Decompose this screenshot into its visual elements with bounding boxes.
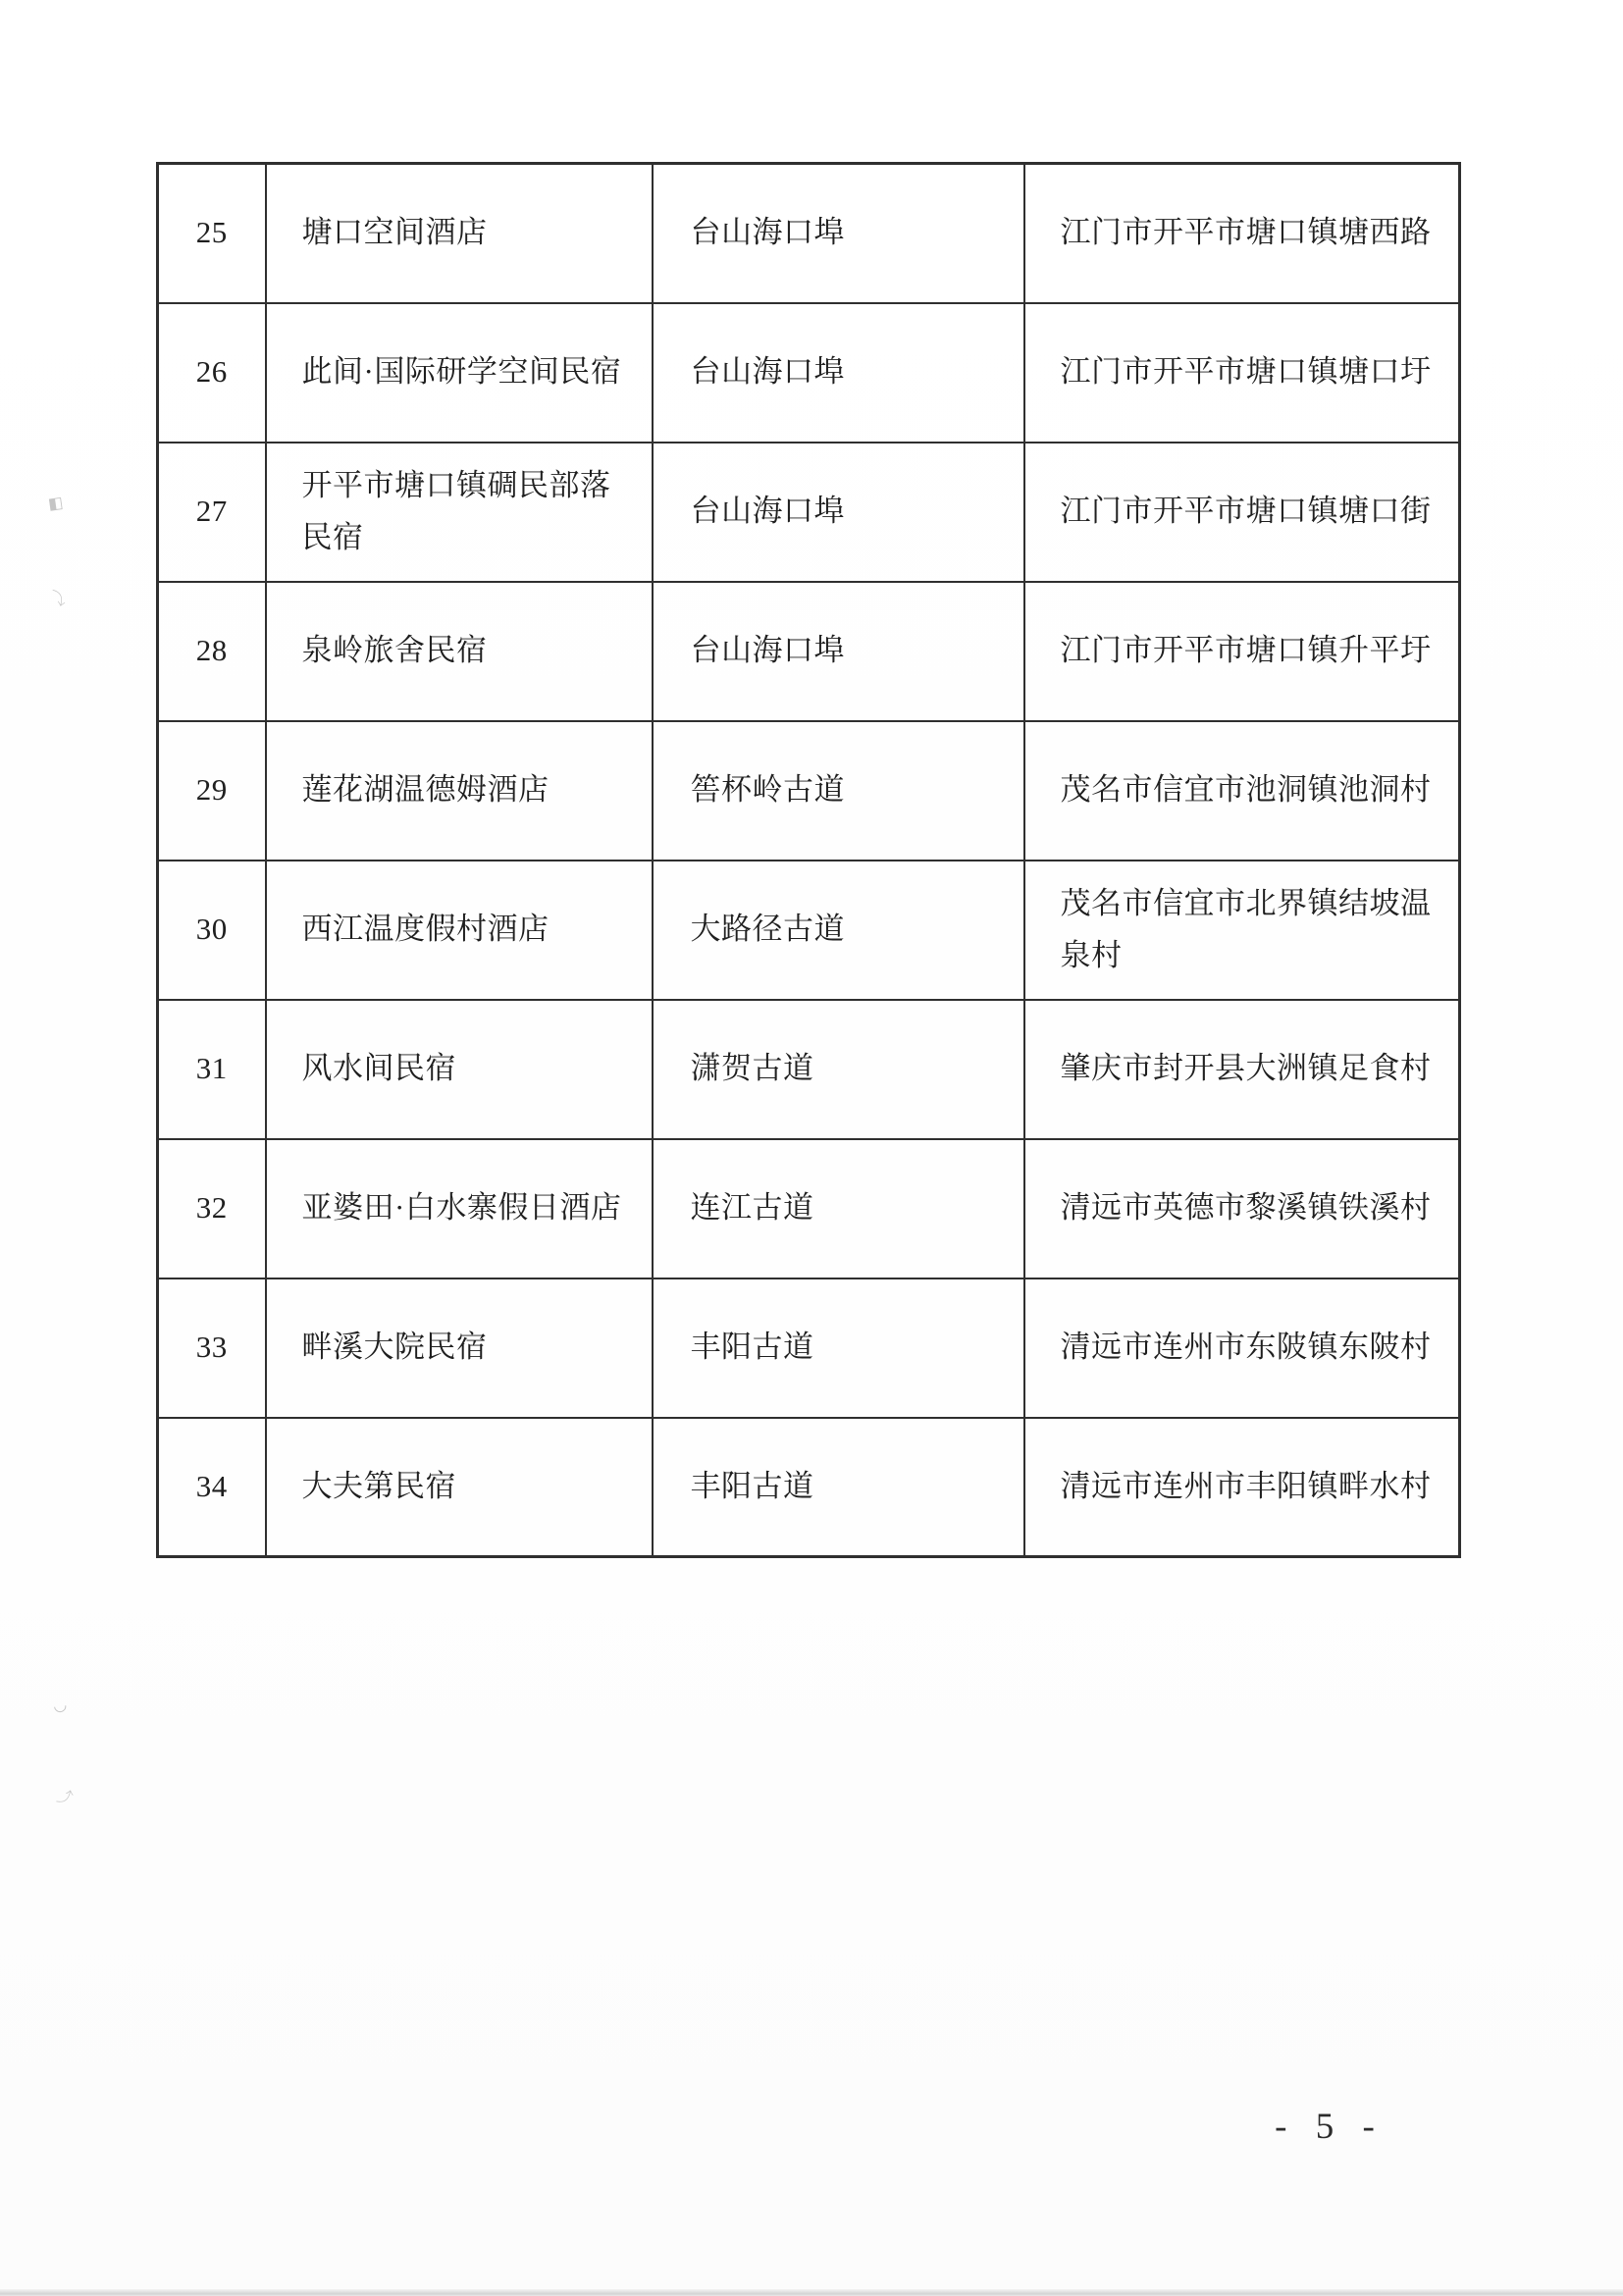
table-row (158, 1278, 1460, 1418)
table-row (158, 1139, 1460, 1278)
table-row (158, 303, 1460, 443)
cell-name: 亚婆田·白水寨假日酒店 (266, 1139, 653, 1278)
cell-name: 此间·国际研学空间民宿 (266, 303, 653, 443)
cell-name: 塘口空间酒店 (266, 164, 653, 303)
cell-number: 28 (158, 582, 266, 721)
scan-smudge-artifact: ◧ (46, 493, 65, 514)
cell-number: 30 (158, 861, 266, 1000)
cell-number: 29 (158, 721, 266, 861)
table-row (158, 443, 1460, 582)
cell-name: 大夫第民宿 (266, 1418, 653, 1557)
table-row (158, 1418, 1460, 1557)
cell-number: 25 (158, 164, 266, 303)
cell-route: 台山海口埠 (653, 164, 1024, 303)
cell-route: 连江古道 (653, 1139, 1024, 1278)
cell-address: 清远市连州市丰阳镇畔水村 (1024, 1418, 1460, 1557)
page-number: - 5 - (1275, 2107, 1385, 2147)
cell-name: 泉岭旅舍民宿 (266, 582, 653, 721)
cell-route: 潇贺古道 (653, 1000, 1024, 1139)
cell-route: 筶杯岭古道 (653, 721, 1024, 861)
scan-smudge-artifact: ⤵ (48, 588, 69, 610)
cell-route: 台山海口埠 (653, 443, 1024, 582)
cell-address: 江门市开平市塘口镇塘口街 (1024, 443, 1460, 582)
table-row (158, 164, 1460, 303)
cell-name: 开平市塘口镇碉民部落民宿 (266, 443, 653, 582)
cell-address: 茂名市信宜市北界镇结坡温泉村 (1024, 861, 1460, 1000)
hotel-list-table-container (156, 162, 1458, 1558)
table-row (158, 1000, 1460, 1139)
cell-address: 江门市开平市塘口镇塘口圩 (1024, 303, 1460, 443)
cell-address: 肇庆市封开县大洲镇足食村 (1024, 1000, 1460, 1139)
table-row (158, 861, 1460, 1000)
cell-number: 31 (158, 1000, 266, 1139)
cell-name: 风水间民宿 (266, 1000, 653, 1139)
scan-smudge-artifact: ⤴ (55, 1786, 76, 1808)
cell-route: 丰阳古道 (653, 1278, 1024, 1418)
cell-name: 畔溪大院民宿 (266, 1278, 653, 1418)
cell-number: 26 (158, 303, 266, 443)
hotel-list-table (156, 162, 1461, 1558)
cell-address: 清远市连州市东陂镇东陂村 (1024, 1278, 1460, 1418)
cell-address: 江门市开平市塘口镇塘西路 (1024, 164, 1460, 303)
table-row (158, 582, 1460, 721)
cell-name: 莲花湖温德姆酒店 (266, 721, 653, 861)
cell-number: 33 (158, 1278, 266, 1418)
table-row (158, 721, 1460, 861)
scan-bottom-edge (0, 2289, 1623, 2296)
cell-name: 西江温度假村酒店 (266, 861, 653, 1000)
cell-address: 江门市开平市塘口镇升平圩 (1024, 582, 1460, 721)
cell-number: 27 (158, 443, 266, 582)
cell-address: 清远市英德市黎溪镇铁溪村 (1024, 1139, 1460, 1278)
scan-smudge-artifact: ◡ (51, 1695, 69, 1716)
cell-number: 32 (158, 1139, 266, 1278)
cell-route: 丰阳古道 (653, 1418, 1024, 1557)
cell-route: 台山海口埠 (653, 303, 1024, 443)
cell-route: 台山海口埠 (653, 582, 1024, 721)
cell-route: 大路径古道 (653, 861, 1024, 1000)
cell-number: 34 (158, 1418, 266, 1557)
cell-address: 茂名市信宜市池洞镇池洞村 (1024, 721, 1460, 861)
